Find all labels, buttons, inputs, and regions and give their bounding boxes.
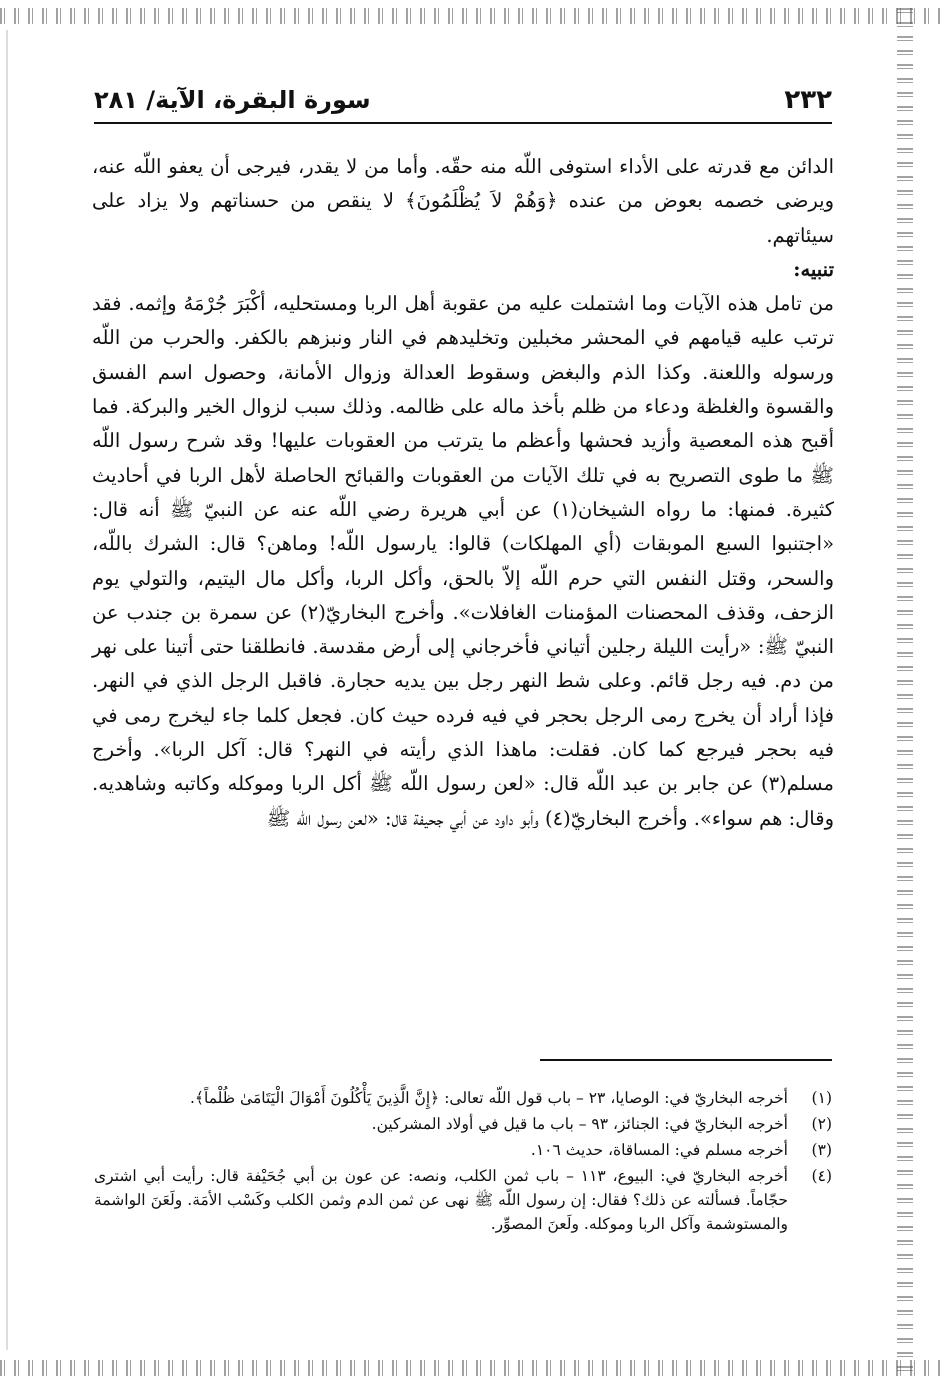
footnote-number: (٢) (811, 1115, 832, 1133)
footnote-number: (٣) (811, 1141, 832, 1159)
running-title: سورة البقرة، الآية/ ٢٨١ (94, 86, 371, 114)
section-heading: تنبيه: (793, 257, 834, 281)
footnote-separator (540, 1059, 832, 1061)
footnote-text: أخرجه البخاريّ في: البيوع، ١١٣ – باب ثمن الكلب، ونصه: عن عون بن أبي جُحَيْفة قال: رأيت أبي اشترى حجّاماً. فسألته عن ذلك؟ فقال: إن رسول اللّه ﷺ نهى عن ثمن الدم وثمن الكلب وكَسْب الأمَة. ولَعَنَ الواشمة والمستوشمة وآكل الربا وموكله. ولَعنَ المصوِّر. (94, 1167, 788, 1233)
footnote-number: (١) (811, 1089, 832, 1107)
header-rule (94, 122, 832, 124)
decorative-border-top (0, 8, 941, 24)
decorative-border-bottom (0, 1360, 941, 1376)
footnotes (94, 1086, 832, 1238)
page-edge-left (6, 30, 8, 1350)
paragraph-1: الدائن مع قدرته على الأداء استوفى اللّه منه حقّه. وأما من لا يقدر، فيرجى أن يعفو اللّه عنه، ويرضى خصمه بعوض من عنده ﴿وَهُمْ لاَ يُظْلَمُونَ﴾ لا ينقص من حسناتهم ولا يزاد على سيئاتهم. (92, 155, 834, 247)
page-number: ٢٣٢ (784, 85, 832, 115)
footnote-1 (94, 1086, 832, 1110)
footnote-text: أخرجه البخاريّ في: الوصايا، ٢٣ – باب قول اللّه تعالى: ﴿إِنَّ الَّذِينَ يَأْكُلُونَ أَمْوَالَ الْيَتَامَىٰ ظُلْماً﴾. (189, 1089, 788, 1107)
footnote-number: (٤) (811, 1167, 832, 1185)
footnote-2 (94, 1112, 832, 1136)
footnote-4 (94, 1164, 832, 1236)
footnote-3 (94, 1138, 832, 1162)
paragraph-2: من تامل هذه الآيات وما اشتملت عليه من عقوبة أهل الربا ومستحليه، أكْبَرَ جُرْمَهُ وإثمه. فقد ترتب عليه قيامهم في المحشر مخبلين وتخليدهم في النار ونبزهم بالكفر. والحرب من اللّه ورسوله واللعنة. وكذا الذم والبغض وسقوط العدالة وزوال الأمانة، وحصول اسم الفسق والقسوة والغلظة ودعاء من ظلم بأخذ ماله على ظالمه. وذلك سبب لزوال الخير والبركة. فما أقبح هذه المعصية وأزيد فحشها وأعظم ما يترتب من العقوبات عليها! وقد شرح رسول اللّه ﷺ ما طوى التصريح به في تلك الآيات من العقوبات والقبائح الحاصلة لأهل الربا في أحاديث كثيرة. فمنها: ما رواه الشيخان(١) عن أبي هريرة رضي اللّه عنه عن النبيّ ﷺ أنه قال: «اجتنبوا السبع الموبقات (أي المهلكات) قالوا: يارسول اللّه! وماهن؟ قال: الشرك باللّه، والسحر، وقتل النفس التي حرم اللّه إلاّ بالحق، وأكل الربا، وأكل مال اليتيم، والتولي يوم الزحف، وقذف المحصنات المؤمنات الغافلات». وأخرج البخاريّ(٢) عن سمرة بن جندب عن النبيّ ﷺ: «رأيت الليلة رجلين أتياني فأخرجاني إلى أرض مقدسة. فانطلقنا حتى أتينا على نهر من دم. فيه رجل قائم. وعلى شط النهر رجل بين يديه حجارة. فاقبل الرجل الذي في النهر. فإذا أراد أن يخرج رمى الرجل بحجر في فيه فرده حيث كان. فجعل كلما جاء ليخرج رمى في فيه بحجر فيرجع كما كان. فقلت: ماهذا الذي رأيته في النهر؟ قال: آكل الربا». وأخرج مسلم(٣) عن جابر بن عبد اللّه قال: «لعن رسول اللّه ﷺ أكل الربا وموكله وكاتبه وشاهديه. وقال: هم سواء». وأخرج البخاريّ(٤) وأبو داود عن أبي جحيفة قال: «لعن رسول اللّه ﷺ (92, 292, 835, 830)
main-text (92, 150, 834, 836)
page-header (94, 78, 832, 122)
footnote-text: أخرجه مسلم في: المساقاة، حديث ١٠٦. (530, 1141, 788, 1159)
footnote-text: أخرجه البخاريّ في: الجنائز، ٩٣ – باب ما قيل في أولاد المشركين. (371, 1115, 788, 1133)
decorative-border-right (897, 8, 913, 1376)
